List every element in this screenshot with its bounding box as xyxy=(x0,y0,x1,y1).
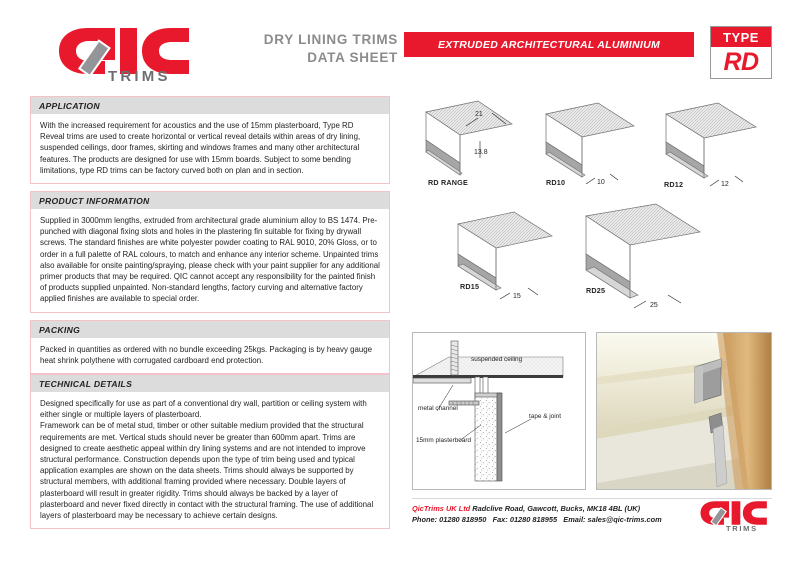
product-diagram-rd12 xyxy=(660,96,772,196)
dim-a-text: 10 xyxy=(597,179,605,186)
dim-a-text: 12 xyxy=(721,181,729,188)
drawing-label-ceiling: suspended ceiling xyxy=(471,356,523,363)
section-heading: PRODUCT INFORMATION xyxy=(31,192,389,209)
header-title-line1: DRY LINING TRIMS xyxy=(263,32,398,47)
product-diagrams xyxy=(412,96,772,324)
section-spacer xyxy=(30,184,390,191)
section-paragraph-2: Framework can be of metal stud, timber or other suitable medium provided that the structural requirements are met. Vertical studs should never be greater than 600mm apart. Trims are designed to create aesthetic appeal within dry lining systems and are not intended to improve structural performance. Construction depends upon the type of trim being used and typical application examples are shown on the data sheets. Trims should always be supported by structural members, with additional framing provided where necessary. Double layers of plasterboard will result in greater rigidity. Trims should always be backed by a layer of plasterboard and never fixed directly in contact with the structural framing. The use of additional layers of plasterboard may be necessary to achieve certain designs. xyxy=(40,421,374,521)
dim-a-text: 21 xyxy=(475,111,483,118)
section-spacer xyxy=(30,313,390,320)
product-diagram-rd-range xyxy=(420,96,532,196)
trim-profile-icon xyxy=(452,206,582,316)
footer-phone: 01280 818950 xyxy=(439,515,487,524)
section-body xyxy=(31,209,389,312)
section-technical-details xyxy=(30,374,390,529)
product-row-1 xyxy=(412,96,772,200)
section-body xyxy=(31,392,389,528)
header-title-block xyxy=(250,31,398,67)
type-badge-label: TYPE xyxy=(711,27,771,47)
dim-a-text: 25 xyxy=(650,302,658,309)
section-packing xyxy=(30,320,390,374)
section-paragraph: With the increased requirement for acoustics and the use of 15mm plasterboard, Type RD Reveal trims are used to create horizontal or vertical reveal details within areas of dry lining, suspended ceilings, door frames, skirting and windows frames and many other architectural features. The products are designed for use with 15mm boards. Subject to some bending limitations, type RD trims can be factory curved both on plan and in section. xyxy=(40,121,361,175)
type-badge-value: RD xyxy=(723,48,759,76)
footer-logo-subtext: TRIMS xyxy=(726,524,758,533)
section-paragraph: Packed in quantities as ordered with no bundle exceeding 25kgs. Packaging is by heavy gauge heat shrink polythene with corrugated cardboard end protection. xyxy=(40,344,373,365)
section-body xyxy=(31,114,389,183)
section-heading: PACKING xyxy=(31,321,389,338)
header-banner: EXTRUDED ARCHITECTURAL ALUMINIUM xyxy=(404,32,694,57)
section-application xyxy=(30,96,390,184)
product-label: RD10 xyxy=(546,178,566,187)
drawing-label-tape-joint: tape & joint xyxy=(529,413,561,420)
section-heading: APPLICATION xyxy=(31,97,389,114)
section-heading: TECHNICAL DETAILS xyxy=(31,375,389,392)
drawing-label-plasterboard: 15mm plasterboard xyxy=(416,437,472,444)
type-badge xyxy=(710,26,772,79)
footer-email[interactable]: sales@qic-trims.com xyxy=(587,515,662,524)
section-paragraph: Supplied in 3000mm lengths, extruded from architectural grade aluminium alloy to BS 1474. Pre-punched with diagonal fixing slots and holes in the plastering fin suitable for fixing by drywall screws. The standard finishes are white polyester powder coating to RAL 9010, 20% Gloss, or to order in a full palette of RAL colours, to match and enhance any interior scheme. Unpainted trims also available for onsite painting/spraying, please check with your paint supplier for any additional primer products that may be required. QIC cannot accept any responsibility for the painted finish of products supplied unpainted. Non-standard lengths, factory curving and alternative factory applied finishes are available to special order. xyxy=(40,216,380,304)
footer-fax: 01280 818955 xyxy=(509,515,558,524)
detail-panels xyxy=(412,332,772,492)
installed-trim-photo-icon xyxy=(597,333,771,489)
content-left-column xyxy=(30,96,390,529)
trim-profile-icon xyxy=(580,202,730,320)
footer-address-line xyxy=(412,504,640,513)
footer-address: Radclive Road, Gawcott, Bucks, MK18 4BL (UK) xyxy=(472,504,641,513)
product-diagram-rd15 xyxy=(452,206,564,306)
page-header xyxy=(0,0,800,92)
section-product-information xyxy=(30,191,390,313)
product-label: RD15 xyxy=(460,282,480,291)
product-label: RD RANGE xyxy=(428,178,468,187)
application-photo xyxy=(596,332,772,490)
dim-b-text: 13.8 xyxy=(474,149,488,156)
qic-logo-subtext: TRIMS xyxy=(108,68,171,85)
product-label: RD25 xyxy=(586,286,606,295)
product-diagram-rd10 xyxy=(540,96,652,196)
product-label: RD12 xyxy=(664,180,684,189)
section-body xyxy=(31,338,389,373)
qic-logo-icon xyxy=(700,500,774,526)
footer-divider xyxy=(412,498,772,499)
dim-a-text: 15 xyxy=(513,293,521,300)
footer-email-label: Email: xyxy=(563,515,586,524)
section-paragraph: Designed specifically for use as part of a conventional dry wall, partition or ceiling system with either single or multiple layers of plasterboard. xyxy=(40,399,367,420)
product-diagram-rd25 xyxy=(580,202,730,309)
footer-company: QicTrims UK Ltd xyxy=(412,504,471,513)
section-detail-drawing xyxy=(412,332,586,490)
drawing-label-channel: metal channel xyxy=(418,405,458,412)
footer-fax-label: Fax: xyxy=(492,515,508,524)
footer-phone-label: Phone: xyxy=(412,515,438,524)
product-row-2 xyxy=(412,206,772,324)
footer-contact-line xyxy=(412,515,662,524)
header-title-line2: DATA SHEET xyxy=(307,50,398,65)
